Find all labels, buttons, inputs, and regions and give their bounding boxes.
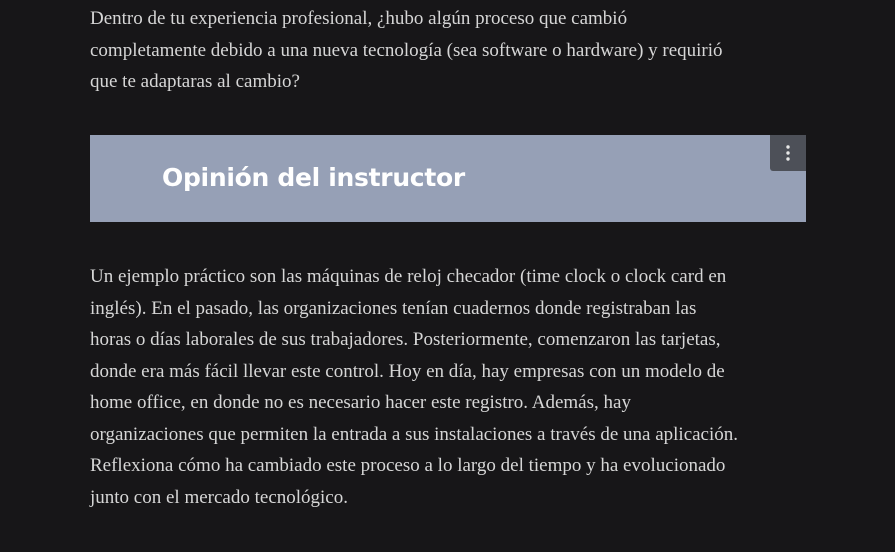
instructor-opinion-title: Opinión del instructor [162, 163, 465, 192]
instructor-opinion-body: Un ejemplo práctico son las máquinas de reloj checador (time clock o clock card en inglés). En el pasado, las organizaciones tenían cuadernos donde registraban las horas o días laborales de sus trabajadores. Posteriormente, comenzaron las tarjetas, donde era más fácil llevar este control. Hoy en día, hay empresas con un modelo de home office, en donde no es necesario hacer este registro. Además, hay organizaciones que permiten la entrada a sus instalaciones a través de una aplicación. Reflexiona cómo ha cambiado este proceso a lo largo del tiempo y ha evolucionado junto con el mercado tecnológico. [90, 266, 739, 508]
instructor-opinion-banner [90, 135, 806, 222]
more-vertical-icon [786, 145, 790, 161]
block-options-button[interactable] [770, 135, 806, 171]
question-text: Dentro de tu experiencia profesional, ¿hubo algún proceso que cambió completamente debido a una nueva tecnología (sea software o hardware) y requirió que te adaptaras al cambio? [90, 8, 723, 92]
